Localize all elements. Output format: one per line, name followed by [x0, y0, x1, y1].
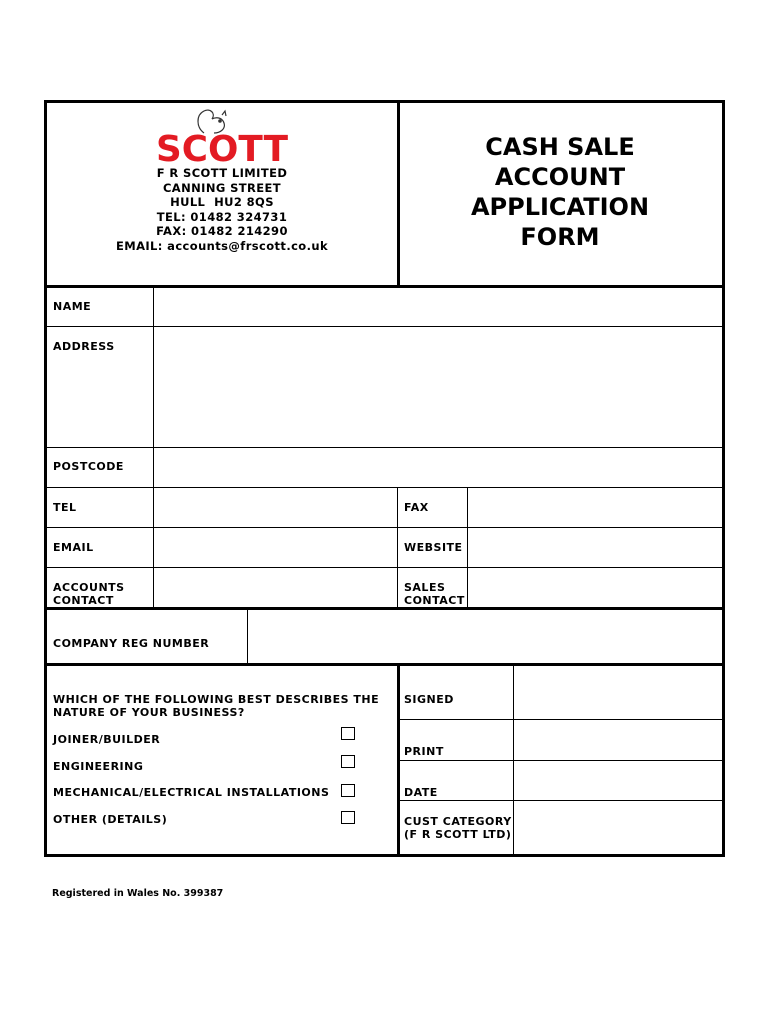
fax-field[interactable] [470, 489, 723, 526]
checkbox-other[interactable] [341, 811, 355, 824]
email-label: EMAIL [53, 541, 94, 554]
cust-category-field[interactable] [516, 802, 723, 854]
option-label-other: OTHER (DETAILS) [53, 813, 168, 826]
fax-label: FAX [404, 501, 429, 514]
print-label: PRINT [404, 745, 444, 758]
email-field[interactable] [156, 529, 396, 566]
company-fax: FAX: 01482 214290 [156, 224, 288, 239]
company-details [92, 166, 352, 254]
signed-label: SIGNED [404, 693, 454, 706]
contact-row-line [44, 607, 725, 610]
company-logo [152, 105, 292, 167]
option-label-joiner-builder: JOINER/BUILDER [53, 733, 161, 746]
cust-category-label: CUST CATEGORY (F R SCOTT LTD) [404, 815, 512, 841]
company-email: EMAIL: accounts@frscott.co.uk [115, 238, 329, 253]
website-label: WEBSITE [404, 541, 463, 554]
accounts-contact-label: ACCOUNTS CONTACT [53, 581, 125, 607]
email-row-line [44, 567, 725, 568]
company-reg-divider [247, 608, 248, 664]
signed-field[interactable] [516, 666, 723, 718]
label-column-divider [153, 286, 154, 608]
option-label-mechanical-electrical: MECHANICAL/ELECTRICAL INSTALLATIONS [53, 786, 330, 799]
title-line-3: APPLICATION [470, 193, 650, 221]
logo-wordmark: SCOTT [156, 129, 289, 167]
postcode-row-line [44, 487, 725, 488]
form-title [400, 132, 720, 252]
company-city: HULL HU2 8QS [170, 195, 274, 210]
print-row-line [398, 760, 725, 761]
sales-contact-field[interactable] [470, 569, 723, 606]
address-row-line [44, 447, 725, 448]
registration-note: Registered in Wales No. 399387 [52, 888, 224, 899]
date-row-line [398, 800, 725, 801]
title-line-1: CASH SALE [485, 133, 635, 161]
signed-row-line [398, 719, 725, 720]
title-line-4: FORM [520, 223, 600, 251]
title-line-2: ACCOUNT [494, 163, 626, 191]
postcode-label: POSTCODE [53, 460, 124, 473]
date-field[interactable] [516, 762, 723, 799]
website-field[interactable] [470, 529, 723, 566]
tel-label: TEL [53, 501, 77, 514]
right-label-divider [467, 487, 468, 608]
date-label: DATE [404, 786, 438, 799]
business-question: WHICH OF THE FOLLOWING BEST DESCRIBES THE NATURE OF YOUR BUSINESS? [53, 693, 380, 719]
address-label: ADDRESS [53, 340, 115, 353]
company-tel: TEL: 01482 324731 [156, 209, 288, 224]
accounts-contact-field[interactable] [156, 569, 396, 606]
address-field[interactable] [156, 328, 723, 446]
company-reg-label: COMPANY REG NUMBER [53, 637, 210, 650]
tel-row-line [44, 527, 725, 528]
checkbox-engineering[interactable] [341, 755, 355, 768]
company-street: CANNING STREET [162, 180, 282, 195]
sales-contact-label: SALES CONTACT [404, 581, 465, 607]
checkbox-mechanical-electrical[interactable] [341, 784, 355, 797]
tel-field[interactable] [156, 489, 396, 526]
name-label: NAME [53, 300, 92, 313]
company-reg-field[interactable] [250, 611, 723, 662]
company-name: F R SCOTT LIMITED [156, 166, 288, 180]
print-field[interactable] [516, 721, 723, 759]
option-label-engineering: ENGINEERING [53, 760, 144, 773]
name-row-line [44, 326, 725, 327]
middle-column-divider [397, 487, 398, 608]
name-field[interactable] [156, 288, 723, 325]
checkbox-joiner-builder[interactable] [341, 727, 355, 740]
postcode-field[interactable] [156, 449, 723, 486]
